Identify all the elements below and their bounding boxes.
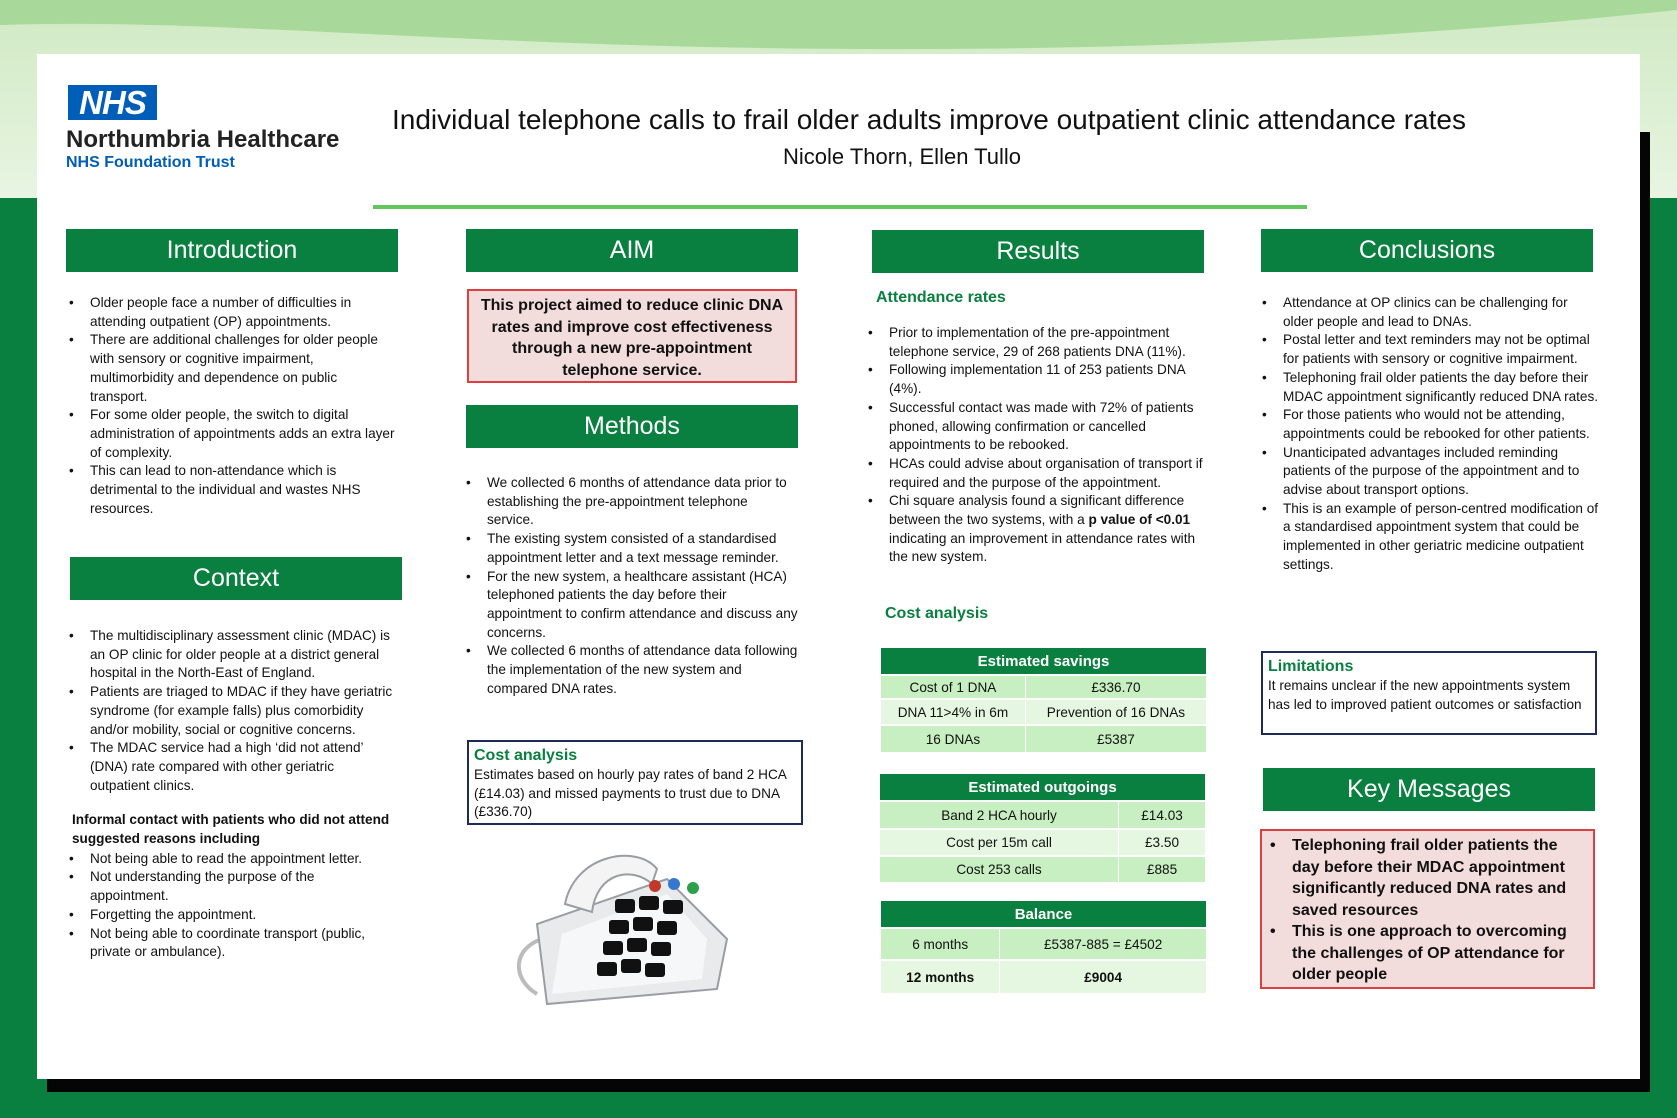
list-item: • The multidisciplinary assessment clinic (MDAC) is an OP clinic for older people at a district general hospital in the North-East of England. [66, 627, 396, 683]
methods-heading: Methods [466, 405, 798, 448]
limitations-text: It remains unclear if the new appointments system has led to improved patient outcomes or satisfaction [1268, 678, 1582, 712]
key-messages-box [1260, 829, 1595, 989]
list-item: • Patients are triaged to MDAC if they have geriatric syndrome (for example falls) plus comorbidity and/or mobility, social or cognitive concerns. [66, 683, 396, 739]
aim-heading: AIM [466, 229, 798, 272]
balance-table [881, 901, 1206, 993]
conclusions-list [1259, 294, 1599, 575]
limitations-title: Limitations [1268, 658, 1354, 675]
table-cell: £5387 [1025, 725, 1206, 752]
list-item: • We collected 6 months of attendance data following the implementation of the new system and compared DNA rates. [463, 642, 798, 698]
list-item: • There are additional challenges for older people with sensory or cognitive impairment, multimorbidity and dependence on public transport. [66, 331, 396, 406]
title-divider [373, 205, 1307, 209]
list-item: • The MDAC service had a high ‘did not attend’ (DNA) rate compared with other geriatric outpatient clinics. [66, 739, 396, 795]
poster-title: Individual telephone calls to frail older adults improve outpatient clinic attendance rates [392, 104, 1466, 135]
list-item: • This is an example of person-centred modification of a standardised appointment system that could be implemented in other geriatric medicine outpatient settings. [1259, 500, 1599, 575]
cost-box-title: Cost analysis [474, 747, 578, 764]
telephone-icon [517, 844, 732, 1009]
nhs-logo: NHS [68, 85, 157, 120]
list-item: • Not being able to coordinate transport (public, private or ambulance). [66, 925, 396, 962]
balance-title: Balance [881, 901, 1206, 928]
informal-contact-heading: Informal contact with patients who did not attend suggested reasons including [72, 812, 390, 847]
list-item: • Unanticipated advantages included reminding patients of the purpose of the appointment and to advise about transport options. [1259, 444, 1599, 500]
context-text [66, 627, 396, 962]
table-cell: 6 months [881, 928, 1000, 960]
savings-title: Estimated savings [881, 648, 1206, 675]
attendance-rates-heading: Attendance rates [876, 289, 1006, 306]
list-item: • This can lead to non-attendance which is detrimental to the individual and wastes NHS resources. [66, 462, 396, 518]
list-item: • For the new system, a healthcare assistant (HCA) telephoned patients the day before their appointment to confirm attendance and discuss any concerns. [463, 568, 798, 643]
context-heading: Context [70, 557, 402, 600]
table-cell: Cost 253 calls [880, 856, 1119, 882]
table-cell: DNA 11>4% in 6m [881, 699, 1025, 725]
table-cell: Cost per 15m call [880, 829, 1119, 856]
reasons-list [66, 850, 396, 962]
limitations-box [1261, 651, 1597, 735]
poster [37, 54, 1640, 1079]
list-item: • Not being able to read the appointment letter. [66, 850, 396, 869]
table-cell: Prevention of 16 DNAs [1025, 699, 1206, 725]
table-cell: 16 DNAs [881, 725, 1025, 752]
background-wave [0, 0, 1677, 60]
table-cell: £5387-885 = £4502 [1000, 928, 1206, 960]
list-item: • Attendance at OP clinics can be challenging for older people and lead to DNAs. [1259, 294, 1599, 331]
savings-table [881, 648, 1206, 752]
key-messages-heading: Key Messages [1263, 768, 1595, 811]
list-item: • HCAs could advise about organisation of transport if required and the purpose of the appointment. [865, 455, 1205, 492]
table-cell: £336.70 [1025, 675, 1206, 699]
methods-text [463, 474, 798, 698]
results-list [865, 324, 1205, 567]
table-cell: £3.50 [1119, 829, 1205, 856]
list-item: • For those patients who would not be attending, appointments could be rebooked for other patients. [1259, 406, 1599, 443]
methods-list [463, 474, 798, 698]
table-cell: 12 months [881, 960, 1000, 993]
introduction-text [66, 294, 396, 518]
cost-analysis-heading: Cost analysis [885, 605, 989, 622]
list-item: • Older people face a number of difficulties in attending outpatient (OP) appointments. [66, 294, 396, 331]
list-item: • Postal letter and text reminders may not be optimal for patients with sensory or cognitive impairment. [1259, 331, 1599, 368]
list-item: • Forgetting the appointment. [66, 906, 396, 925]
table-cell: £14.03 [1119, 801, 1205, 829]
list-item: • This is one approach to overcoming the challenges of OP attendance for older people [1268, 921, 1587, 986]
introduction-list [66, 294, 396, 518]
org-name: Northumbria Healthcare [66, 126, 340, 153]
list-item: • Successful contact was made with 72% of patients phoned, allowing confirmation or cancelled appointments to be rebooked. [865, 399, 1205, 455]
list-item: • Telephoning frail older patients the day before their MDAC appointment significantly reduced DNA rates. [1259, 369, 1599, 406]
table-cell: Band 2 HCA hourly [880, 801, 1119, 829]
list-item: • Not understanding the purpose of the appointment. [66, 868, 396, 905]
outgoings-table [880, 774, 1205, 882]
key-messages-list [1268, 835, 1587, 986]
outgoings-title: Estimated outgoings [880, 774, 1205, 801]
list-item: • Prior to implementation of the pre-appointment telephone service, 29 of 268 patients DNA (11%). [865, 324, 1205, 361]
conclusions-text [1259, 294, 1599, 575]
methods-cost-box [467, 740, 803, 825]
list-item: • The existing system consisted of a standardised appointment letter and a text message reminder. [463, 530, 798, 567]
org-subtitle: NHS Foundation Trust [66, 154, 235, 171]
table-cell: £885 [1119, 856, 1205, 882]
list-item: • Telephoning frail older patients the day before their MDAC appointment significantly reduced DNA rates and saved resources [1268, 835, 1587, 921]
p-value: p value of <0.01 [1088, 512, 1191, 528]
list-item: • Chi square analysis found a significant difference between the two systems, with a p value of <0.01 indicating an improvement in attendance rates with the new system. [865, 492, 1205, 567]
aim-box: This project aimed to reduce clinic DNA rates and improve cost effectiveness through a new pre-appointment telephone service. [467, 289, 797, 383]
cost-box-text: Estimates based on hourly pay rates of band 2 HCA (£14.03) and missed payments to trust due to DNA (£336.70) [474, 767, 787, 819]
list-item: • For some older people, the switch to digital administration of appointments adds an extra layer of complexity. [66, 406, 396, 462]
results-text [865, 324, 1205, 567]
results-heading: Results [872, 230, 1204, 273]
table-cell: Cost of 1 DNA [881, 675, 1025, 699]
list-item: • We collected 6 months of attendance data prior to establishing the pre-appointment telephone service. [463, 474, 798, 530]
conclusions-heading: Conclusions [1261, 229, 1593, 272]
table-cell: £9004 [1000, 960, 1206, 993]
poster-authors: Nicole Thorn, Ellen Tullo [782, 144, 1022, 169]
context-list [66, 627, 396, 795]
introduction-heading: Introduction [66, 229, 398, 272]
list-item: • Following implementation 11 of 253 patients DNA (4%). [865, 361, 1205, 398]
